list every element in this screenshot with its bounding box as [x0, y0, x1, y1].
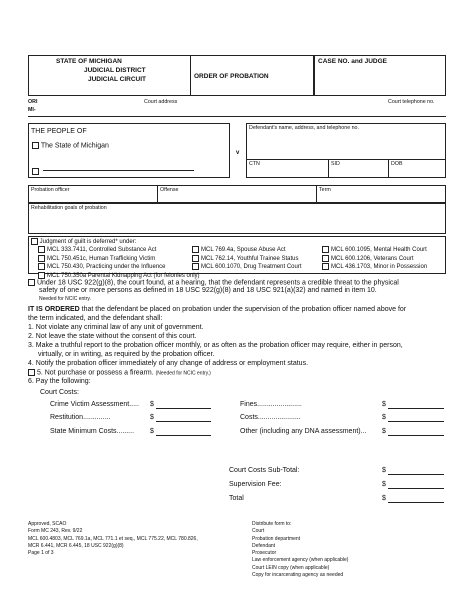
usc-option[interactable]: [28, 279, 399, 286]
defendant-box: [246, 123, 446, 178]
state-of-michigan-option[interactable]: [32, 142, 109, 149]
deferred-column-3: [322, 246, 427, 272]
ctn-label: CTN: [249, 161, 260, 167]
restitution-dollar: $: [150, 414, 154, 421]
deferred-option-item[interactable]: [322, 246, 427, 255]
deferred-column-2: [192, 246, 302, 272]
deferred-option-checkbox[interactable]: [38, 272, 45, 279]
order-item-3a: 3. Make a truthful report to the probation officer monthly, or as often as the probation officer may require, either in person,: [28, 342, 403, 349]
deferred-label: Judgment of guilt is deferred* under:: [39, 239, 137, 246]
subtotal-dollar: $: [382, 467, 386, 474]
deferred-option-checkbox[interactable]: [322, 263, 329, 270]
other-dollar: $: [382, 428, 386, 435]
footer-right: [252, 521, 348, 579]
court-row-line: [28, 116, 446, 117]
mcl-citation-1: MCL 600.4803, MCL 769.1a, MCL 771.1 et seq., MCL 775.22, MCL 780.826,: [28, 535, 198, 542]
distribute-title: Distribute form to:: [252, 521, 292, 527]
total-label: Total: [229, 495, 244, 502]
offense-divider: [157, 185, 158, 203]
deferred-option-label: MCL 750.451c, Human Trafficking Victim: [47, 255, 156, 262]
offense-label: Offense: [160, 187, 179, 193]
deferred-option-label: MCL 600.1070, Drug Treatment Court: [201, 264, 302, 271]
state-minimum-dollar: $: [150, 428, 154, 435]
mcl-citation-2: MCR 6.441, MCR 6.445, 18 USC 922(g)(8): [28, 542, 124, 549]
deferred-option-item[interactable]: [322, 255, 427, 264]
subtotal-label: Court Costs Sub-Total:: [229, 467, 300, 474]
usc-checkbox[interactable]: [28, 279, 35, 286]
order-lead: [28, 306, 406, 313]
supervision-field[interactable]: [388, 488, 444, 489]
deferred-option-label: MCL 436.1703, Minor in Possession: [331, 264, 428, 271]
supervision-label: Supervision Fee:: [229, 481, 282, 488]
subtotal-field[interactable]: [388, 474, 444, 475]
order-item-4: 4. Notify the probation officer immediately of any change of address or employment status.: [28, 360, 309, 367]
crime-victim-dollar: $: [150, 401, 154, 408]
fines-label: Fines.......................: [240, 401, 302, 408]
deferred-option-label: MCL 333.7411, Controlled Substance Act: [47, 247, 157, 254]
deferred-option-item[interactable]: [192, 263, 302, 272]
deferred-option-label: MCL 600.1095, Mental Health Court: [331, 247, 427, 254]
mi-label: MI-: [28, 107, 36, 113]
term-label: Term: [319, 187, 331, 193]
deferred-option-item[interactable]: [322, 263, 427, 272]
versus-label: v: [236, 150, 240, 156]
state-minimum-label: State Minimum Costs.........: [50, 428, 135, 435]
fines-field[interactable]: [388, 408, 444, 409]
probation-officer-label: Probation officer: [31, 187, 70, 193]
ori-label: ORI: [28, 99, 38, 105]
order-item-2: 2. Not leave the state without the consent of this court.: [28, 333, 197, 340]
defendant-label: Defendant's name, address, and telephone no.: [249, 125, 359, 131]
deferred-option-label: MCL 750.350a Parental Kidnapping Act (for felonies only): [47, 272, 200, 279]
deferred-option-item[interactable]: [192, 246, 302, 255]
distribute-item: Court LEIN copy (when applicable): [252, 564, 330, 571]
deferred-option-label: MCL 600.1206, Veterans Court: [331, 255, 414, 262]
deferred-option-checkbox[interactable]: [38, 246, 45, 253]
order-lead-rest: that the defendant be placed on probation under the supervision of the probation officer named above for: [79, 306, 407, 313]
order-item-3b: virtually, or in writing, as required by the probation officer.: [38, 351, 215, 358]
people-label: THE PEOPLE OF: [31, 128, 87, 135]
page-number: Page 1 of 3: [28, 550, 54, 557]
deferred-option-checkbox[interactable]: [38, 255, 45, 262]
circuit-label: JUDICIAL CIRCUIT: [88, 76, 147, 83]
state-of-michigan-label: The State of Michigan: [40, 142, 109, 150]
deferred-option-checkbox[interactable]: [322, 246, 329, 253]
other-field[interactable]: [388, 435, 444, 436]
other-party-option[interactable]: [32, 163, 39, 181]
deferred-option-label: MCL 750.430, Practicing under the Influence: [47, 264, 166, 271]
order-lead-bold: IT IS ORDERED: [28, 306, 80, 313]
distribute-item: Law enforcement agency (when applicable): [252, 557, 349, 564]
district-label: JUDICIAL DISTRICT: [84, 67, 146, 74]
total-field[interactable]: [388, 502, 444, 503]
deferred-option-checkbox[interactable]: [322, 255, 329, 262]
order-item-5-note: (Needed for NCIC entry.): [155, 370, 211, 377]
crime-victim-field[interactable]: [156, 408, 211, 409]
deferred-column-1: [38, 246, 200, 280]
dob-label: DOB: [391, 161, 403, 167]
deferred-option-item[interactable]: [192, 255, 302, 264]
state-label: STATE OF MICHIGAN: [56, 58, 122, 65]
other-label: Other (including any DNA assessment)...: [240, 428, 367, 435]
deferred-option-label: MCL 762.14, Youthful Trainee Status: [201, 255, 299, 262]
costs-dollar: $: [382, 414, 386, 421]
deferred-option-checkbox[interactable]: [192, 246, 199, 253]
item-5-checkbox[interactable]: [28, 369, 35, 376]
order-item-5-option[interactable]: [28, 369, 211, 376]
distribute-list: [252, 528, 348, 579]
deferred-checkbox[interactable]: [31, 238, 38, 245]
usc-ncic-note: Needed for NCIC entry.: [39, 296, 91, 302]
other-party-line: [43, 170, 194, 171]
deferred-option-checkbox[interactable]: [192, 263, 199, 270]
restitution-label: Restitution..............: [50, 414, 111, 421]
deferred-option-checkbox[interactable]: [38, 263, 45, 270]
order-item-1: 1. Not violate any criminal law of any unit of government.: [28, 324, 204, 331]
deferred-option-item[interactable]: [38, 246, 200, 255]
state-of-michigan-checkbox[interactable]: [32, 142, 39, 149]
case-label: CASE NO. and JUDGE: [318, 58, 387, 65]
deferred-option[interactable]: [31, 238, 136, 245]
state-minimum-field[interactable]: [156, 435, 211, 436]
approved-label: Approved, SCAO: [28, 521, 67, 527]
order-item-6: 6. Pay the following:: [28, 378, 91, 385]
other-party-checkbox[interactable]: [32, 168, 39, 175]
crime-victim-label: Crime Victim Assessment.....: [50, 401, 139, 408]
sid-divider: [328, 159, 329, 178]
distribute-item: Defendant: [252, 542, 276, 549]
fines-dollar: $: [382, 401, 386, 408]
court-address-label: Court address: [144, 99, 178, 105]
dob-divider: [388, 159, 389, 178]
total-dollar: $: [382, 495, 386, 502]
page-title: ORDER OF PROBATION: [194, 73, 269, 80]
costs-label: Costs......................: [240, 414, 301, 421]
deferred-option-item[interactable]: [38, 263, 200, 272]
court-telephone-label: Court telephone no.: [388, 99, 435, 105]
sid-label: SID: [331, 161, 340, 167]
court-costs-label: Court Costs:: [40, 389, 79, 396]
order-line-2: the term indicated, and the defendant shall:: [28, 315, 163, 322]
supervision-dollar: $: [382, 481, 386, 488]
footer-left: [28, 521, 198, 557]
deferred-option-label: MCL 769.4a, Spouse Abuse Act: [201, 247, 286, 254]
order-item-5: 5. Not purchase or possess a firearm.: [36, 369, 154, 377]
costs-field[interactable]: [388, 421, 444, 422]
form-number: Form MC 243, Rev. 9/22: [28, 528, 83, 535]
term-divider: [316, 185, 317, 203]
usc-line-2: safety of one or more persons as defined in 18 USC 922(g)(8) and 18 USC 921(a)(32) and named in item 10.: [39, 287, 377, 294]
distribute-item: Probation department: [252, 535, 301, 542]
rehab-label: Rehabilitation goals of probation: [31, 205, 107, 211]
deferred-option-checkbox[interactable]: [192, 255, 199, 262]
defendant-id-line: [246, 159, 446, 160]
deferred-option-item[interactable]: [38, 255, 200, 264]
distribute-item: Court: [252, 528, 265, 535]
distribute-item: Prosecutor: [252, 550, 277, 557]
distribute-item: Copy for incarcerating agency as needed: [252, 572, 344, 579]
restitution-field[interactable]: [156, 421, 211, 422]
officer-row-box: [28, 185, 446, 203]
usc-line-1: Under 18 USC 922(g)(8), the court found, at a hearing, that the defendant represents a credible threat to the physical: [36, 279, 399, 287]
